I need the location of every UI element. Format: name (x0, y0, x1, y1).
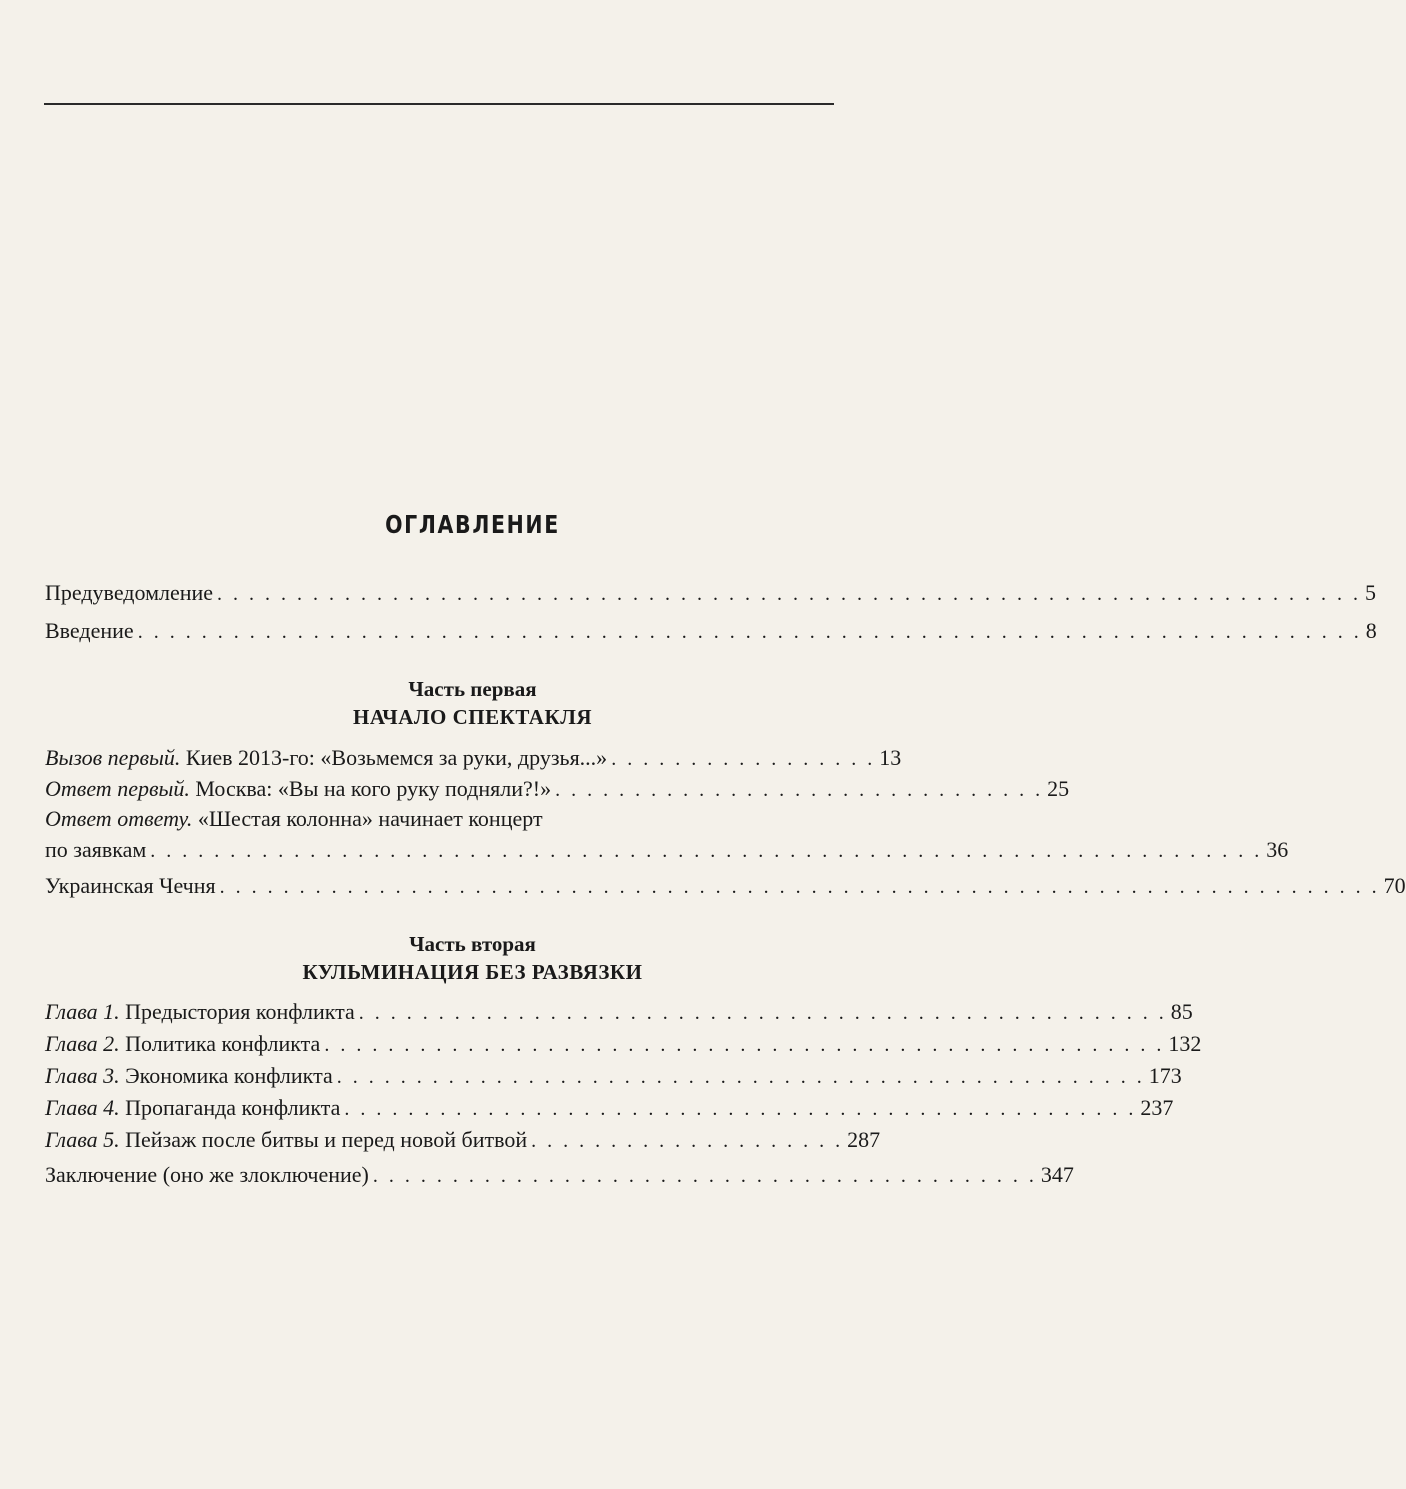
toc-entry-part2-3[interactable] (45, 1063, 1182, 1090)
toc-entry-prefix: Глава 2. (45, 1031, 120, 1056)
toc-entry-prefix: Глава 4. (45, 1095, 120, 1120)
toc-entry-title-cont: по заявкам (45, 837, 147, 862)
toc-entry-title: Экономика конфликта (119, 1063, 333, 1088)
toc-entry-page: 25 (1047, 776, 1070, 801)
toc-entry-introduction[interactable] (45, 618, 1377, 645)
leader-dots: . . . . . . . . . . . . . . . . . . . . . . . . . . . . . . . . . . . . . . . . . . . . . . . . . . . (358, 1002, 1167, 1024)
toc-heading: ОГЛАВЛЕНИЕ (385, 510, 560, 539)
toc-entry-prefix: Ответ ответу. (45, 806, 193, 831)
part2-title: КУЛЬМИНАЦИЯ БЕЗ РАЗВЯЗКИ (302, 960, 643, 984)
toc-entry-part1-3-line1[interactable] (45, 806, 835, 832)
leader-dots: . . . . . . . . . . . . . . . . . . . . (531, 1130, 844, 1152)
toc-entry-page: 13 (879, 745, 902, 770)
toc-entry-part1-3-line2[interactable] (45, 837, 1289, 864)
toc-entry-title: Киев 2013-го: «Возьмемся за руки, друзья...» (180, 745, 608, 770)
toc-entry-title: Заключение (оно же злоключение) (45, 1162, 369, 1187)
toc-entry-title: Предуведомление (45, 580, 214, 605)
toc-entry-page: 36 (1266, 837, 1289, 862)
part1-title: НАЧАЛО СПЕКТАКЛЯ (352, 705, 593, 729)
toc-entry-prefix: Глава 1. (45, 999, 120, 1024)
toc-entry-page: 347 (1040, 1162, 1074, 1187)
leader-dots: . . . . . . . . . . . . . . . . . . . . . . . . . . . . . . . . . . . . . . . . . . . . . . . . . . (344, 1098, 1137, 1120)
toc-entry-title: Пейзаж после битвы и перед новой битвой (119, 1127, 528, 1152)
leader-dots: . . . . . . . . . . . . . . . . . (611, 748, 876, 770)
toc-entry-title: Введение (45, 618, 134, 643)
leader-dots: . . . . . . . . . . . . . . . . . . . . . . . . . . . . . . . . . . . . . . . . . . . . . . . . . . . . . . . . . . . . . . . . . . . . . . . . . (219, 876, 1380, 898)
toc-entry-prefix: Глава 5. (45, 1127, 120, 1152)
leader-dots: . . . . . . . . . . . . . . . . . . . . . . . . . . . . . . . . . . . . . . . . . . . . . . . . . . . . . (324, 1034, 1165, 1056)
toc-entry-title: Пропаганда конфликта (119, 1095, 341, 1120)
toc-entry-page: 173 (1148, 1063, 1182, 1088)
toc-entry-page: 132 (1168, 1031, 1202, 1056)
toc-entry-page: 237 (1140, 1095, 1174, 1120)
toc-entry-part2-6[interactable] (45, 1162, 1074, 1189)
toc-entry-title: Политика конфликта (119, 1031, 321, 1056)
part1-label: Часть первая (408, 677, 537, 701)
toc-entry-prefix: Глава 3. (45, 1063, 120, 1088)
toc-entry-page: 8 (1365, 618, 1377, 643)
toc-entry-title: Москва: «Вы на кого руку подняли?!» (189, 776, 552, 801)
toc-entry-prefix: Вызов первый. (45, 745, 181, 770)
toc-entry-title: «Шестая колонна» начинает концерт (192, 806, 543, 831)
toc-entry-title: Предыстория конфликта (119, 999, 355, 1024)
leader-dots: . . . . . . . . . . . . . . . . . . . . . . . . . . . . . . . (555, 779, 1044, 801)
toc-entry-page: 70 (1383, 873, 1406, 898)
toc-entry-part1-1[interactable] (45, 745, 902, 772)
leader-dots: . . . . . . . . . . . . . . . . . . . . . . . . . . . . . . . . . . . . . . . . . . . . . . . . . . . . . . . . . . . . . . . . . . . . . . (150, 840, 1263, 862)
header-rule (44, 103, 834, 105)
toc-entry-part2-1[interactable] (45, 999, 1193, 1026)
part2-label: Часть вторая (409, 932, 536, 956)
toc-entry-part2-2[interactable] (45, 1031, 1202, 1058)
toc-entry-part2-4[interactable] (45, 1095, 1174, 1122)
leader-dots: . . . . . . . . . . . . . . . . . . . . . . . . . . . . . . . . . . . . . . . . . . . . . . . . . . . . . . . . . . . . . . . . . . . . . . . . (217, 583, 1362, 605)
toc-entry-page: 287 (847, 1127, 881, 1152)
toc-entry-prefix: Ответ первый. (45, 776, 190, 801)
toc-entry-title: Украинская Чечня (45, 873, 216, 898)
toc-entry-page: 5 (1365, 580, 1377, 605)
leader-dots: . . . . . . . . . . . . . . . . . . . . . . . . . . . . . . . . . . . . . . . . . . . . . . . . . . . (336, 1066, 1145, 1088)
leader-dots: . . . . . . . . . . . . . . . . . . . . . . . . . . . . . . . . . . . . . . . . . . (372, 1165, 1037, 1187)
toc-entry-foreword[interactable] (45, 580, 1377, 607)
toc-entry-page: 85 (1170, 999, 1193, 1024)
toc-entry-part1-2[interactable] (45, 776, 1070, 803)
toc-entry-part1-4[interactable] (45, 873, 1406, 900)
toc-entry-part2-5[interactable] (45, 1127, 881, 1154)
leader-dots: . . . . . . . . . . . . . . . . . . . . . . . . . . . . . . . . . . . . . . . . . . . . . . . . . . . . . . . . . . . . . . . . . . . . . . . . . . . . . (137, 621, 1362, 643)
